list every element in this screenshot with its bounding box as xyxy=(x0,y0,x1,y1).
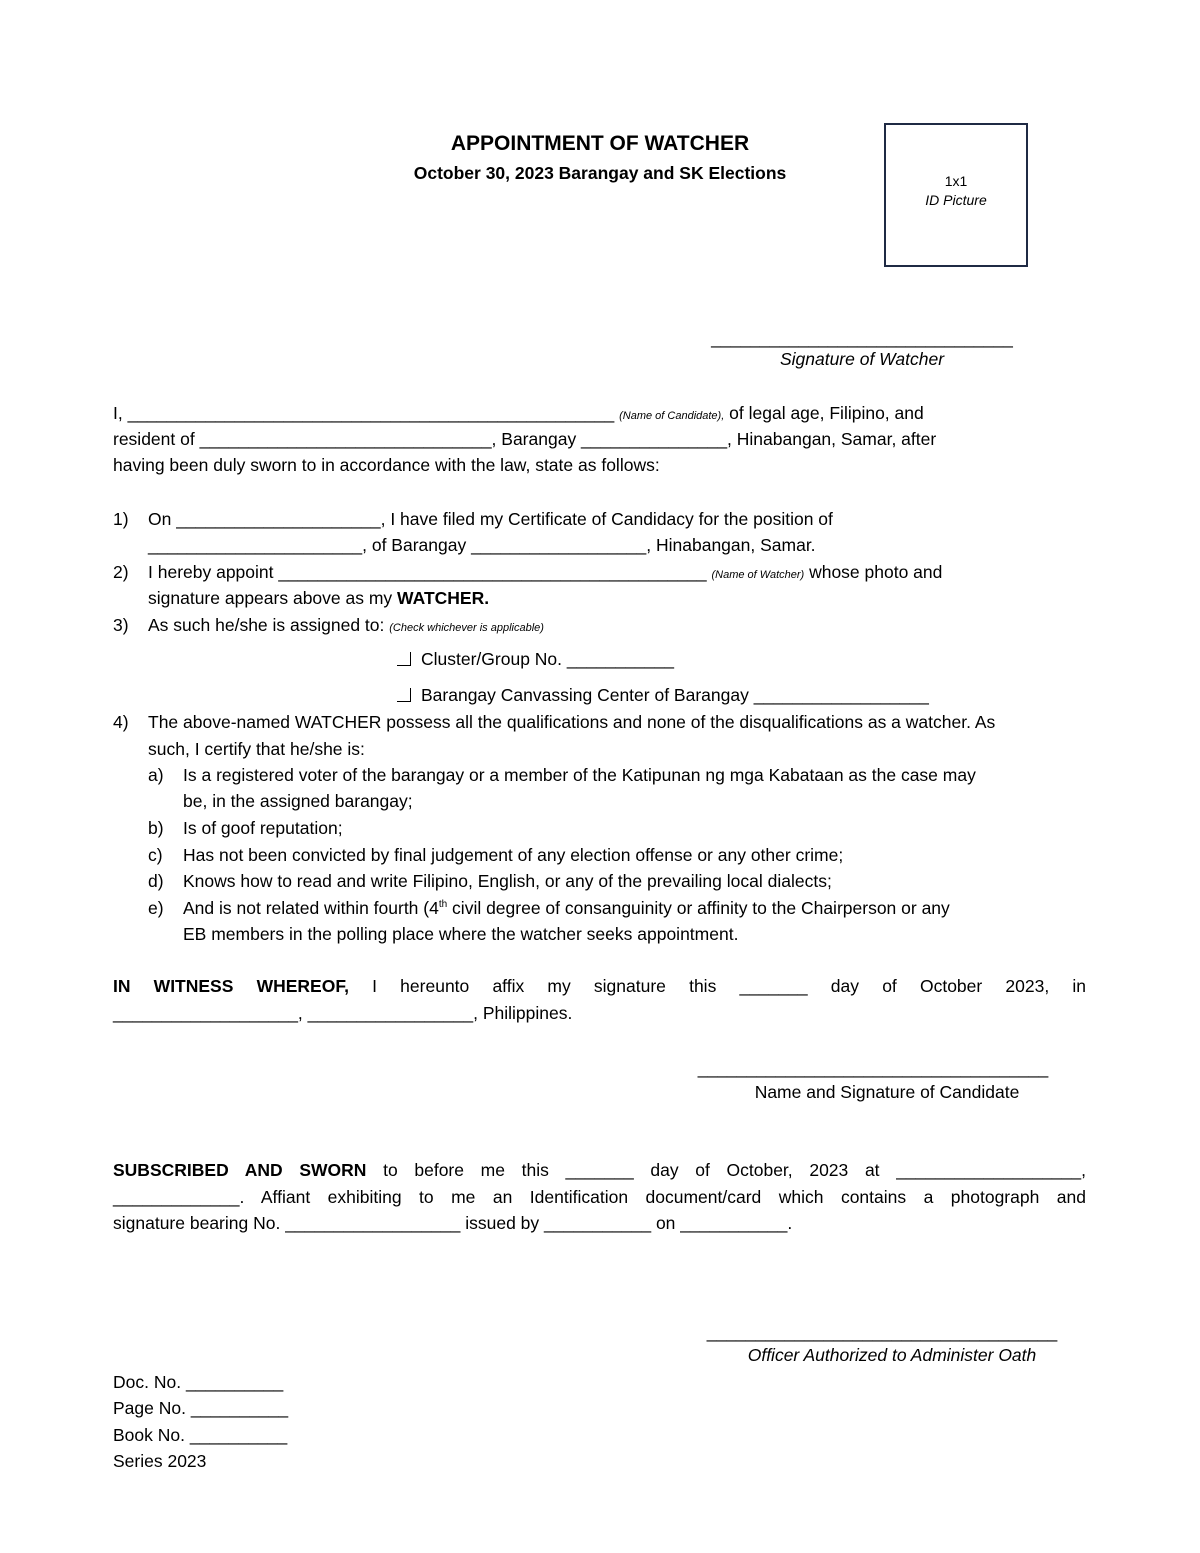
watcher-signature-label: Signature of Watcher xyxy=(779,349,945,369)
watcher-signature-line: _______________________________ xyxy=(711,328,1013,348)
book-number: Book No. __________ xyxy=(113,1425,288,1445)
page-number: Page No. __________ xyxy=(113,1398,289,1418)
sub-d-number: d) xyxy=(148,871,164,891)
sub-b-line-1: Is of goof reputation; xyxy=(183,818,343,838)
item-1-number: 1) xyxy=(113,509,129,529)
intro-line-3: having been duly sworn to in accordance with the law, state as follows: xyxy=(113,455,660,475)
doc-number: Doc. No. __________ xyxy=(113,1372,284,1392)
sub-c-number: c) xyxy=(148,845,163,865)
item-3-number: 3) xyxy=(113,615,129,635)
item-4-line-2: such, I certify that he/she is: xyxy=(148,739,365,759)
sub-b-number: b) xyxy=(148,818,164,838)
sub-a-line-2: be, in the assigned barangay; xyxy=(183,791,413,811)
id-picture-box xyxy=(884,123,1028,267)
item-4-number: 4) xyxy=(113,712,129,732)
watcher-name-note: (Name of Watcher) xyxy=(711,569,805,581)
watcher-name-blank: I hereby appoint ____________________________________________ xyxy=(148,562,707,582)
item-2-number: 2) xyxy=(113,562,129,582)
option-cluster[interactable] xyxy=(397,649,674,670)
photo-size-label: 1x1 xyxy=(944,173,968,189)
intro-line-1 xyxy=(113,403,924,424)
sworn-line-2: _____________. Affiant exhibiting to me an Identification document/card which contains a photograph and xyxy=(113,1187,1086,1207)
sub-e-text-a: And is not related within fourth (4 xyxy=(183,898,439,918)
sworn-line-3: signature bearing No. __________________ issued by ___________ on ___________. xyxy=(113,1213,793,1233)
option-canvassing-label: Barangay Canvassing Center of Barangay __________________ xyxy=(421,685,929,705)
item-3-text: As such he/she is assigned to: xyxy=(148,615,385,635)
candidate-signature-line: ____________________________________ xyxy=(697,1058,1049,1078)
item-2-line-2 xyxy=(148,588,489,609)
sub-a-number: a) xyxy=(148,765,164,785)
intro-line-2: resident of ______________________________, Barangay _______________, Hinabangan, Samar, after xyxy=(113,429,937,449)
photo-caption: ID Picture xyxy=(925,192,987,208)
intro-line-1-rest: of legal age, Filipino, and xyxy=(729,403,924,423)
sworn-heading: SUBSCRIBED AND SWORN xyxy=(113,1160,367,1180)
item-2-line-2-text: signature appears above as my xyxy=(148,588,393,608)
ordinal-superscript: th xyxy=(438,899,448,911)
candidate-signature-label: Name and Signature of Candidate xyxy=(754,1082,1020,1102)
checkbox-icon[interactable] xyxy=(397,652,411,666)
document-subtitle: October 30, 2023 Barangay and SK Elections xyxy=(413,163,787,183)
witness-line-2: ___________________, _________________, Philippines. xyxy=(113,1003,573,1023)
sub-e-line-1 xyxy=(183,898,950,919)
sub-c-line-1: Has not been convicted by final judgement of any election offense or any other crime; xyxy=(183,845,844,865)
series-year: Series 2023 xyxy=(113,1451,207,1471)
watcher-emphasis: WATCHER. xyxy=(397,588,490,608)
sworn-text: to before me this _______ day of October, 2023 at ___________________, xyxy=(383,1160,1086,1180)
witness-heading: IN WITNESS WHEREOF, xyxy=(113,976,349,996)
sub-e-number: e) xyxy=(148,898,164,918)
officer-signature-line: ____________________________________ xyxy=(706,1322,1058,1342)
candidate-name-blank: I, __________________________________________________ xyxy=(113,403,615,423)
document-title: APPOINTMENT OF WATCHER xyxy=(450,132,750,155)
checkbox-icon[interactable] xyxy=(397,688,411,702)
witness-line-1 xyxy=(113,976,1086,997)
sworn-line-1 xyxy=(113,1160,1086,1181)
item-3-note: (Check whichever is applicable) xyxy=(389,622,544,634)
sub-a-line-1: Is a registered voter of the barangay or a member of the Katipunan ng mga Kabataan as the case may xyxy=(183,765,976,785)
sub-d-line-1: Knows how to read and write Filipino, English, or any of the prevailing local dialects; xyxy=(183,871,832,891)
item-2-line-1-rest: whose photo and xyxy=(809,562,943,582)
item-2-line-1 xyxy=(148,562,942,583)
item-3-line-1 xyxy=(148,615,544,636)
option-cluster-label: Cluster/Group No. ___________ xyxy=(421,649,674,669)
sub-e-text-b: civil degree of consanguinity or affinity to the Chairperson or any xyxy=(447,898,950,918)
item-1-line-1: On _____________________, I have filed my Certificate of Candidacy for the position of xyxy=(148,509,833,529)
item-4-line-1: The above-named WATCHER possess all the qualifications and none of the disqualifications as a watcher. As xyxy=(148,712,996,732)
sub-e-line-2: EB members in the polling place where the watcher seeks appointment. xyxy=(183,924,739,944)
candidate-name-note: (Name of Candidate), xyxy=(619,410,725,422)
item-1-line-2: ______________________, of Barangay __________________, Hinabangan, Samar. xyxy=(148,535,816,555)
witness-text: I hereunto affix my signature this _______ day of October 2023, in xyxy=(372,976,1086,996)
officer-signature-label: Officer Authorized to Administer Oath xyxy=(747,1345,1037,1365)
option-canvassing-center[interactable] xyxy=(397,685,929,706)
